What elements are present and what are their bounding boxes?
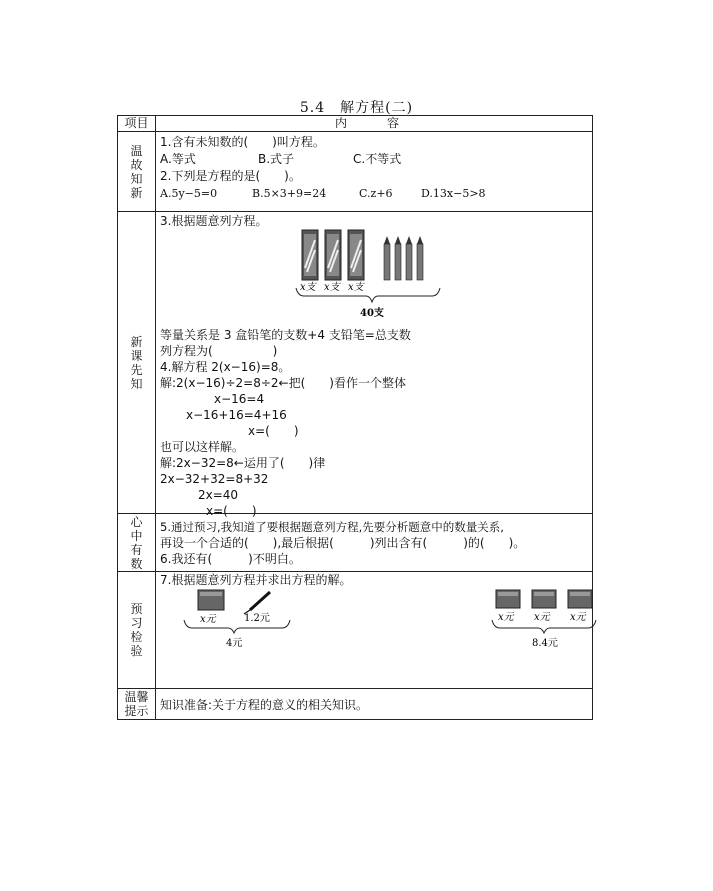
question-4: 4.解方程 2(x−16)=8。 <box>160 360 291 374</box>
q1-option-c: C.不等式 <box>353 152 402 166</box>
pencil-icon <box>406 236 412 280</box>
stapler-box-icon <box>532 590 556 608</box>
left-illustration <box>178 586 308 652</box>
row-tips <box>118 689 593 720</box>
row-new-lesson <box>118 212 593 514</box>
q2-option-a: A.5y−5=0 <box>160 187 218 200</box>
stapler-box-icon <box>568 590 592 608</box>
q2-option-b: B.5×3+9=24 <box>252 187 327 200</box>
pen-price-label: 1.2元 <box>244 613 270 624</box>
label-check: 预 习 检 验 <box>118 572 156 689</box>
row-check <box>118 572 593 689</box>
solution1-step1: 解:2(x−16)÷2=8÷2←把( )看作一个整体 <box>160 376 406 390</box>
box-price-label-1: x元 <box>498 612 514 623</box>
stapler-box-icon <box>496 590 520 608</box>
tips-text: 知识准备:关于方程的意义的相关知识。 <box>160 697 369 712</box>
content-check <box>156 572 593 689</box>
solution1-step3: x−16+16=4+16 <box>186 408 287 422</box>
box-label-3: x支 <box>348 282 364 293</box>
content-new-lesson <box>156 212 593 518</box>
label-new-lesson: 新 课 先 知 <box>118 212 156 514</box>
q2-option-c: C.z+6 <box>359 187 393 200</box>
q1-option-b: B.式子 <box>258 152 295 166</box>
solution2-step2: 2x−32+32=8+32 <box>160 472 269 486</box>
left-total-label: 4元 <box>226 638 243 649</box>
content-tips <box>156 689 593 720</box>
question-6: 6.我还有( )不明白。 <box>160 552 301 566</box>
header-content: 内 容 <box>156 116 593 132</box>
header-row <box>118 116 593 132</box>
pencil-icon <box>417 236 423 280</box>
question-3: 3.根据题意列方程。 <box>160 214 268 228</box>
case-price-label: x元 <box>200 614 216 625</box>
pencil-icon <box>384 236 390 280</box>
box-price-label-3: x元 <box>570 612 586 623</box>
q2-option-d: D.13x−5>8 <box>421 187 486 200</box>
box-price-label-2: x元 <box>534 612 550 623</box>
q1-option-a: A.等式 <box>160 152 196 166</box>
box-label-1: x支 <box>300 282 316 293</box>
label-tips: 温馨 提示 <box>118 689 156 720</box>
pen-icon <box>244 592 270 614</box>
solution2-step1: 解:2x−32=8←运用了( )律 <box>160 456 326 470</box>
solution2-step3: 2x=40 <box>198 488 239 502</box>
content-review <box>156 132 593 212</box>
total-brace <box>296 288 440 302</box>
relation-text: 等量关系是 3 盒铅笔的支数+4 支铅笔=总支数 <box>160 328 411 342</box>
solution1-step4: x=( ) <box>248 424 299 438</box>
page-title: 5.4 解方程(二) <box>299 100 414 116</box>
total-label: 40支 <box>360 308 384 319</box>
pencil-box-icon <box>302 230 318 280</box>
content-reflection <box>156 514 593 572</box>
row-review <box>118 132 593 212</box>
label-reflection: 心 中 有 数 <box>118 514 156 572</box>
header-item: 项目 <box>118 116 156 132</box>
question-5-line1: 5.通过预习,我知道了要根据题意列方程,先要分析题意中的数量关系, <box>160 520 504 534</box>
pencil-illustration <box>286 228 466 328</box>
right-total-label: 8.4元 <box>532 638 558 649</box>
right-illustration <box>490 586 600 652</box>
box-label-2: x支 <box>324 282 340 293</box>
solution2-step4: x=( ) <box>206 504 257 518</box>
question-5-line2: 再设一个合适的( ),最后根据( )列出含有( )的( )。 <box>160 536 526 550</box>
pencil-box-icon <box>325 230 341 280</box>
question-2: 2.下列是方程的是( )。 <box>160 169 301 183</box>
row-reflection <box>118 514 593 572</box>
solution1-step2: x−16=4 <box>214 392 265 406</box>
worksheet-table <box>117 115 593 720</box>
alt-method-text: 也可以这样解。 <box>160 440 245 454</box>
label-review: 温 故 知 新 <box>118 132 156 212</box>
pencil-box-icon <box>348 230 364 280</box>
pencil-icon <box>395 236 401 280</box>
equation-prompt: 列方程为( ) <box>160 344 278 358</box>
question-1: 1.含有未知数的( )叫方程。 <box>160 135 325 149</box>
pencil-case-icon <box>198 590 224 610</box>
question-7: 7.根据题意列方程并求出方程的解。 <box>160 573 352 587</box>
